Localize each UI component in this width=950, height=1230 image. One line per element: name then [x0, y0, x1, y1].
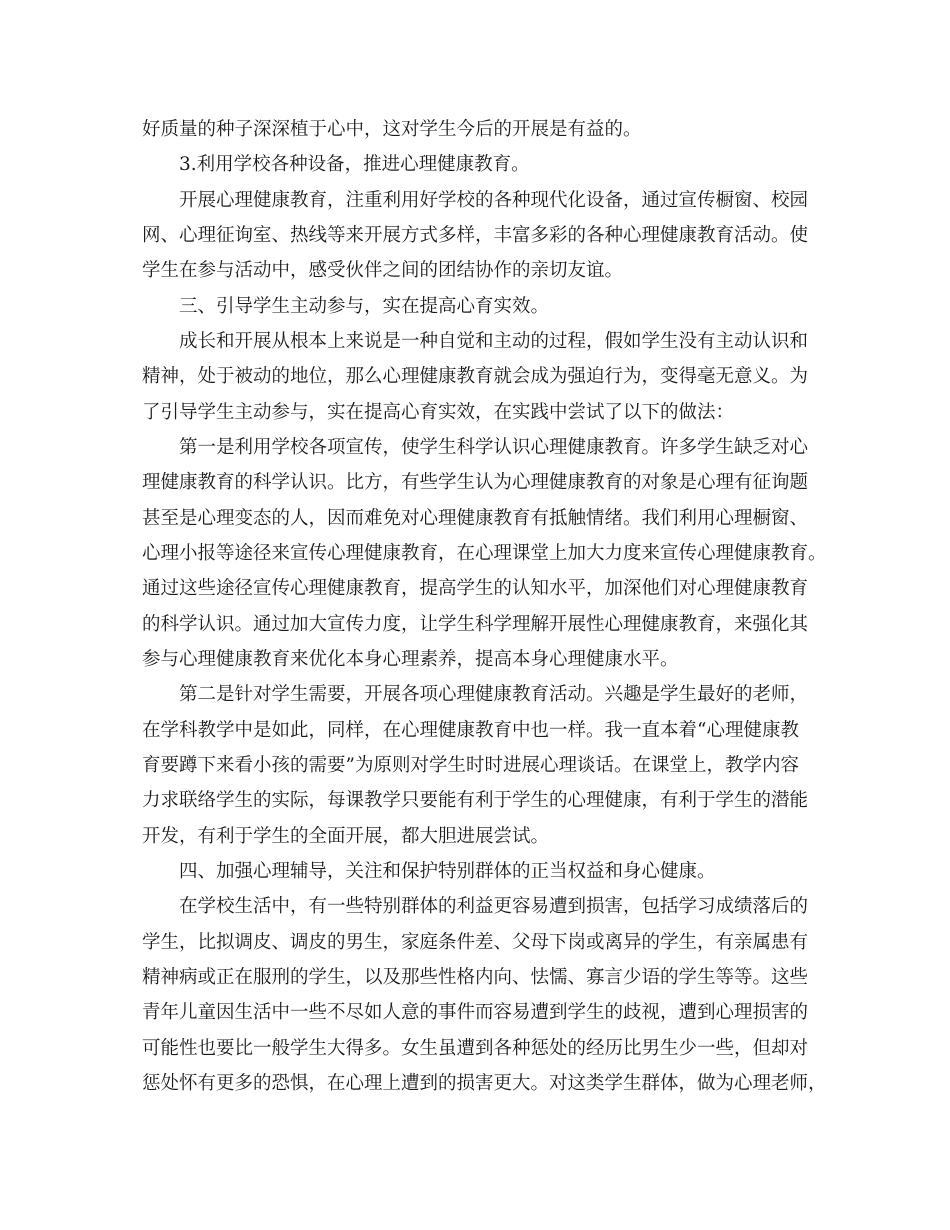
text-line: 精神，处于被动的地位，那么心理健康教育就会成为强迫行为，变得毫无意义。为 — [142, 366, 809, 387]
text-line: 开发，有利于学生的全面开展，都大胆进展尝试。 — [142, 826, 550, 847]
text-line: 的科学认识。通过加大宣传力度，让学生科学理解开展性心理健康教育，来强化其 — [142, 614, 809, 635]
text-line: 参与心理健康教育来优化本身心理素养，提高本身心理健康水平。 — [142, 649, 679, 670]
section-heading: 三、引导学生主动参与，实在提高心育实效。 — [179, 296, 550, 317]
text-line: 理健康教育的科学认识。比方，有些学生认为心理健康教育的对象是心理有征询题 — [142, 472, 809, 493]
text-line: 甚至是心理变态的人，因而难免对心理健康教育有抵触情绪。我们利用心理橱窗、 — [142, 508, 809, 529]
text-line: 在学科教学中是如此，同样，在心理健康教育中也一样。我一直本着“心理健康教 — [142, 720, 799, 741]
text-line: 成长和开展从根本上来说是一种自觉和主动的过程，假如学生没有主动认识和 — [179, 331, 809, 352]
text-line: 好质量的种子深深植于心中，这对学生今后的开展是有益的。 — [142, 119, 642, 140]
section-heading: 四、加强心理辅导，关注和保护特别群体的正当权益和身心健康。 — [179, 861, 716, 882]
text-line: 学生在参与活动中，感受伙伴之间的团结协作的亲切友谊。 — [142, 260, 624, 281]
section-heading: 3.利用学校各种设备，推进心理健康教育。 — [179, 154, 530, 175]
text-line: 学生，比拟调皮、调皮的男生，家庭条件差、父母下岗或离异的学生，有亲属患有 — [142, 932, 809, 953]
text-line: 力求联络学生的实际，每课教学只要能有利于学生的心理健康，有利于学生的潜能 — [142, 790, 809, 811]
text-line: 心理小报等途径来宣传心理健康教育，在心理课堂上加大力度来宣传心理健康教育。 — [142, 543, 827, 564]
text-line: 第二是针对学生需要，开展各项心理健康教育活动。兴趣是学生最好的老师， — [179, 684, 809, 705]
text-line: 网、心理征询室、热线等来开展方式多样，丰富多彩的各种心理健康教育活动。使 — [142, 225, 809, 246]
text-line: 惩处怀有更多的恐惧，在心理上遭到的损害更大。对这类学生群体，做为心理老师， — [142, 1073, 827, 1094]
text-line: 育要蹲下来看小孩的需要”为原则对学生时时进展心理谈话。在课堂上，教学内容 — [142, 755, 799, 776]
text-line: 青年儿童因生活中一些不尽如人意的事件而容易遭到学生的歧视，遭到心理损害的 — [142, 1002, 809, 1023]
text-line: 可能性也要比一般学生大得多。女生虽遭到各种惩处的经历比男生少一些，但却对 — [142, 1038, 809, 1059]
text-line: 精神病或正在服刑的学生，以及那些性格内向、怯懦、寡言少语的学生等等。这些 — [142, 967, 809, 988]
text-line: 在学校生活中，有一些特别群体的利益更容易遭到损害，包括学习成绩落后的 — [179, 896, 809, 917]
text-line: 第一是利用学校各项宣传，使学生科学认识心理健康教育。许多学生缺乏对心 — [179, 437, 809, 458]
text-line: 通过这些途径宣传心理健康教育，提高学生的认知水平，加深他们对心理健康教育 — [142, 578, 809, 599]
text-line: 了引导学生主动参与，实在提高心育实效，在实践中尝试了以下的做法： — [142, 402, 735, 423]
text-line: 开展心理健康教育，注重利用好学校的各种现代化设备，通过宣传橱窗、校园 — [179, 190, 809, 211]
